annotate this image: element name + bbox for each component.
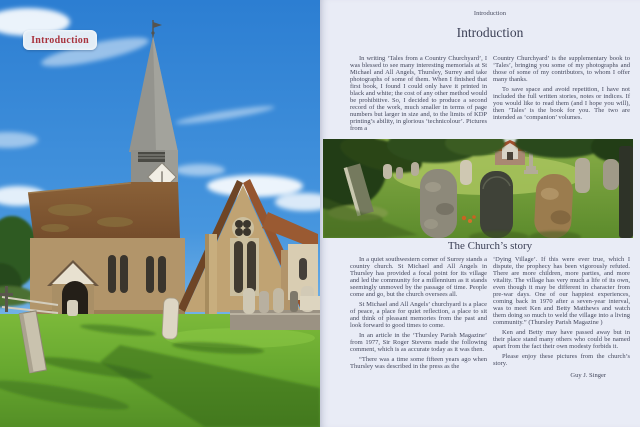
gravestone-pale <box>575 158 590 193</box>
paragraph: In writing ‘Tales from a Country Churchyard’, I was blessed to see many interesting memorials at St Michael and All Angels, Thursley, Surrey and take photographs of some of them. When I finished that first book, I found I could only have it printed in black and white; the cost of any other method would be prohibitive. So, I decided to produce a second record of the work, much smaller in terms of page numbers but larger in size and, to the limits of KDP printing’s ability, in glorious ‘technicolour’. Pictures from a <box>350 55 487 132</box>
author-signature: Guy J. Singer <box>570 372 606 379</box>
intro-column-2 <box>493 55 630 132</box>
story-column-1 <box>350 256 487 379</box>
louvres <box>138 152 165 162</box>
paragraph: Ken and Betty may have passed away but in their place stand many others who could be named apart from the fact their own modesty forbids it. <box>493 329 630 350</box>
paragraph: Country Churchyard’ is the supplementary book to ‘Tales’, bringing you some of my photographs and those of some of my contributors, to whom I offer many thanks. <box>493 55 630 83</box>
gravestone-small <box>67 300 78 316</box>
story-column-2 <box>493 256 630 379</box>
gravestone-white-small <box>460 160 472 185</box>
chapter-badge-label: Introduction <box>31 34 89 46</box>
running-header: Introduction <box>473 10 507 17</box>
stone-wall <box>230 310 320 330</box>
paragraph: In a quiet southwestern corner of Surrey stands a country church. St Michael and All Angels in Thursley has provided a focal point for its village and led the community for a millennium as it stands seemingly unmoved by the passage of time. People come and go, but the church oversees all. <box>350 256 487 298</box>
paragraph: In an article in the ‘Thursley Parish Magazine’ from 1977, Sir Roger Stevens made the following comment, which is as accurate today as it was then. <box>350 332 487 353</box>
gravestone-dark-tall <box>619 146 633 238</box>
intro-text <box>350 55 630 132</box>
paragraph: Please enjoy these pictures from the church’s story. <box>493 353 630 367</box>
paragraph: To save space and avoid repetition, I have not included the full written stories, notes or indices. If you would like to read them (and I hope you will), then ‘Tales’ is the book for you. The two are intended as ‘companion’ volumes. <box>493 86 630 121</box>
gravestone-white <box>162 298 179 340</box>
gravestone-arched-grey <box>420 169 457 238</box>
right-page <box>320 0 640 427</box>
chapter-badge <box>23 30 97 50</box>
paragraph: St Michael and All Angels’ churchyard is a place of peace, a place for quiet reflection, a place to sit and think of pleasant memories from the past and look forward to good times to come. <box>350 301 487 329</box>
gravestone-dark <box>480 171 513 238</box>
quatrefoil-window <box>232 217 254 239</box>
gravestone-arched-small <box>603 159 619 190</box>
page-title: Introduction <box>456 25 524 40</box>
gravestone-tan <box>534 173 574 238</box>
intro-column-1 <box>350 55 487 132</box>
paragraph: “There was a time some fifteen years ago when Thursley was described in the press as the <box>350 356 487 370</box>
story-text <box>350 256 630 379</box>
paragraph: ‘Dying Village’. If this were ever true, which I dispute, the prophecy has been vigorously refuted. There are more children, more parties, and more vitality. The village has very much a life of its own, even though it may be different in character from pre-war days. One of our happiest experiences, coming back in 1970 after a seven-year interval, was to meet Ken and Betty Matthews and watch them doing so much to weld the village into a living community.” (Thursley Parish Magazine ) <box>493 256 630 326</box>
section-heading: The Church’s story <box>447 240 533 252</box>
churchyard-photo <box>323 139 633 238</box>
